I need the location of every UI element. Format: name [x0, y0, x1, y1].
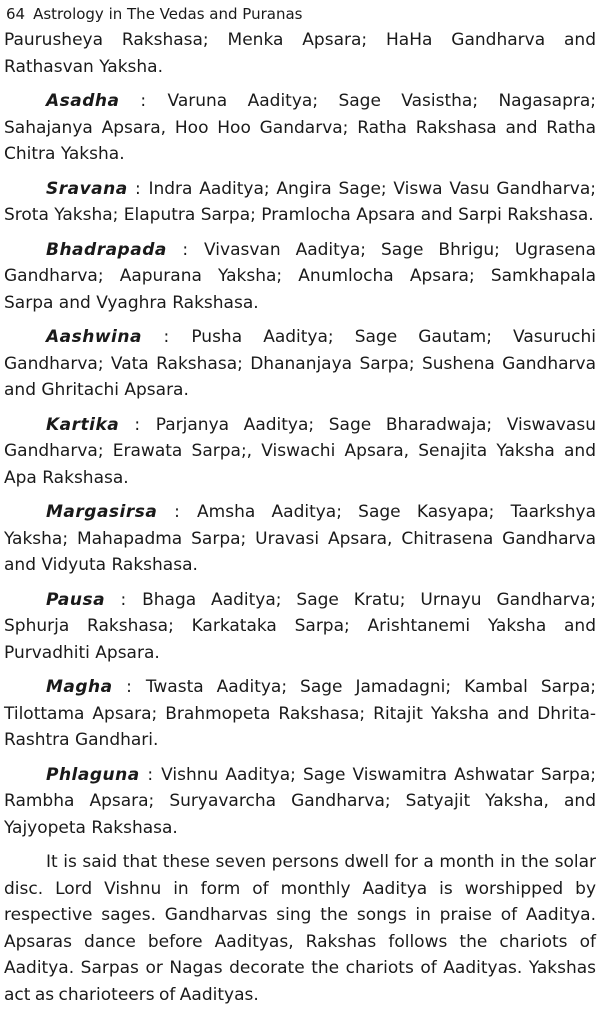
month-entry-kartika: [4, 412, 596, 492]
month-entry-pausa: [4, 587, 596, 667]
month-entry-aashwina: [4, 324, 596, 404]
month-deities: Vivasvan Aaditya; Sage Bhrigu; Ugrasena Gandharva; Aapurana Yaksha; Anumlocha Apsara; Samkhapala Sarpa and Vyaghra Rakshasa.: [4, 239, 596, 313]
month-deities: Amsha Aaditya; Sage Kasyapa; Taarkshya Yaksha; Mahapadma Sarpa; Uravasi Apsara, Chitrasena Gandharva and Vidyuta Rakshasa.: [4, 502, 596, 575]
month-name: Aashwina :: [46, 327, 192, 347]
closing-paragraph: It is said that these seven persons dwell for a month in the solar disc. Lord Vishnu in form of monthly Aaditya is worshipped by respective sages. Gandharvas sing the songs in praise of Aaditya. Apsaras dance before Aadityas, Rakshas follows the chariots of Aaditya. Sarpas or Nagas decorate the chariots of Aadityas. Yakshas act as charioteers of Aadityas.: [4, 852, 596, 1005]
running-header: [6, 4, 596, 24]
month-entry-margasirsa: [4, 499, 596, 579]
month-deities: Varuna Aaditya; Sage Vasistha; Nagasapra; Sahajanya Apsara, Hoo Hoo Gandarva; Ratha Rakshasa and Ratha Chitra Yaksha.: [4, 91, 596, 164]
intro-paragraph: Paurusheya Rakshasa; Menka Apsara; HaHa Gandharva and Rathasvan Yaksha.: [4, 30, 596, 77]
month-entry-bhadrapada: [4, 237, 596, 317]
month-name: Pausa :: [46, 589, 143, 610]
month-entry-sravana: [4, 176, 596, 229]
month-name: Kartika :: [46, 414, 156, 435]
month-name: Bhadrapada :: [46, 239, 205, 260]
month-deities: Vishnu Aaditya; Sage Viswamitra Ashwatar Sarpa; Rambha Apsara; Suryavarcha Gandharva; Satyajit Yaksha, and Yajyopeta Rakshasa.: [4, 764, 596, 838]
month-name: Phlaguna :: [46, 764, 162, 785]
month-name: Sravana :: [46, 178, 149, 199]
book-title: Astrology in The Vedas and Puranas: [33, 5, 303, 23]
month-deities: Pusha Aaditya; Sage Gautam; Vasuruchi Gandharva; Vata Rakshasa; Dhananjaya Sarpa; Sushena Gandharva and Ghritachi Apsara.: [4, 327, 596, 400]
month-entry-phlaguna: [4, 762, 596, 842]
month-deities: Indra Aaditya; Angira Sage; Viswa Vasu Gandharva; Srota Yaksha; Elaputra Sarpa; Pramlocha Apsara and Sarpi Rakshasa.: [4, 178, 596, 225]
month-deities: Parjanya Aaditya; Sage Bharadwaja; Viswavasu Gandharva; Erawata Sarpa;, Viswachi Apsara, Senajita Yaksha and Apa Rakshasa.: [4, 414, 596, 488]
month-entry-magha: [4, 674, 596, 754]
month-deities: Twasta Aaditya; Sage Jamadagni; Kambal Sarpa; Tilottama Apsara; Brahmopeta Rakshasa; Ritajit Yaksha and Dhrita-Rashtra Gandhari.: [4, 677, 596, 750]
month-entry-asadha: [4, 88, 596, 168]
month-name: Margasirsa :: [46, 502, 198, 522]
month-deities: Bhaga Aaditya; Sage Kratu; Urnayu Gandharva; Sphurja Rakshasa; Karkataka Sarpa; Arishtanemi Yaksha and Purvadhiti Apsara.: [4, 589, 596, 663]
page-number: 64: [6, 5, 26, 23]
month-name: Asadha :: [46, 91, 168, 111]
month-name: Magha :: [46, 677, 146, 697]
